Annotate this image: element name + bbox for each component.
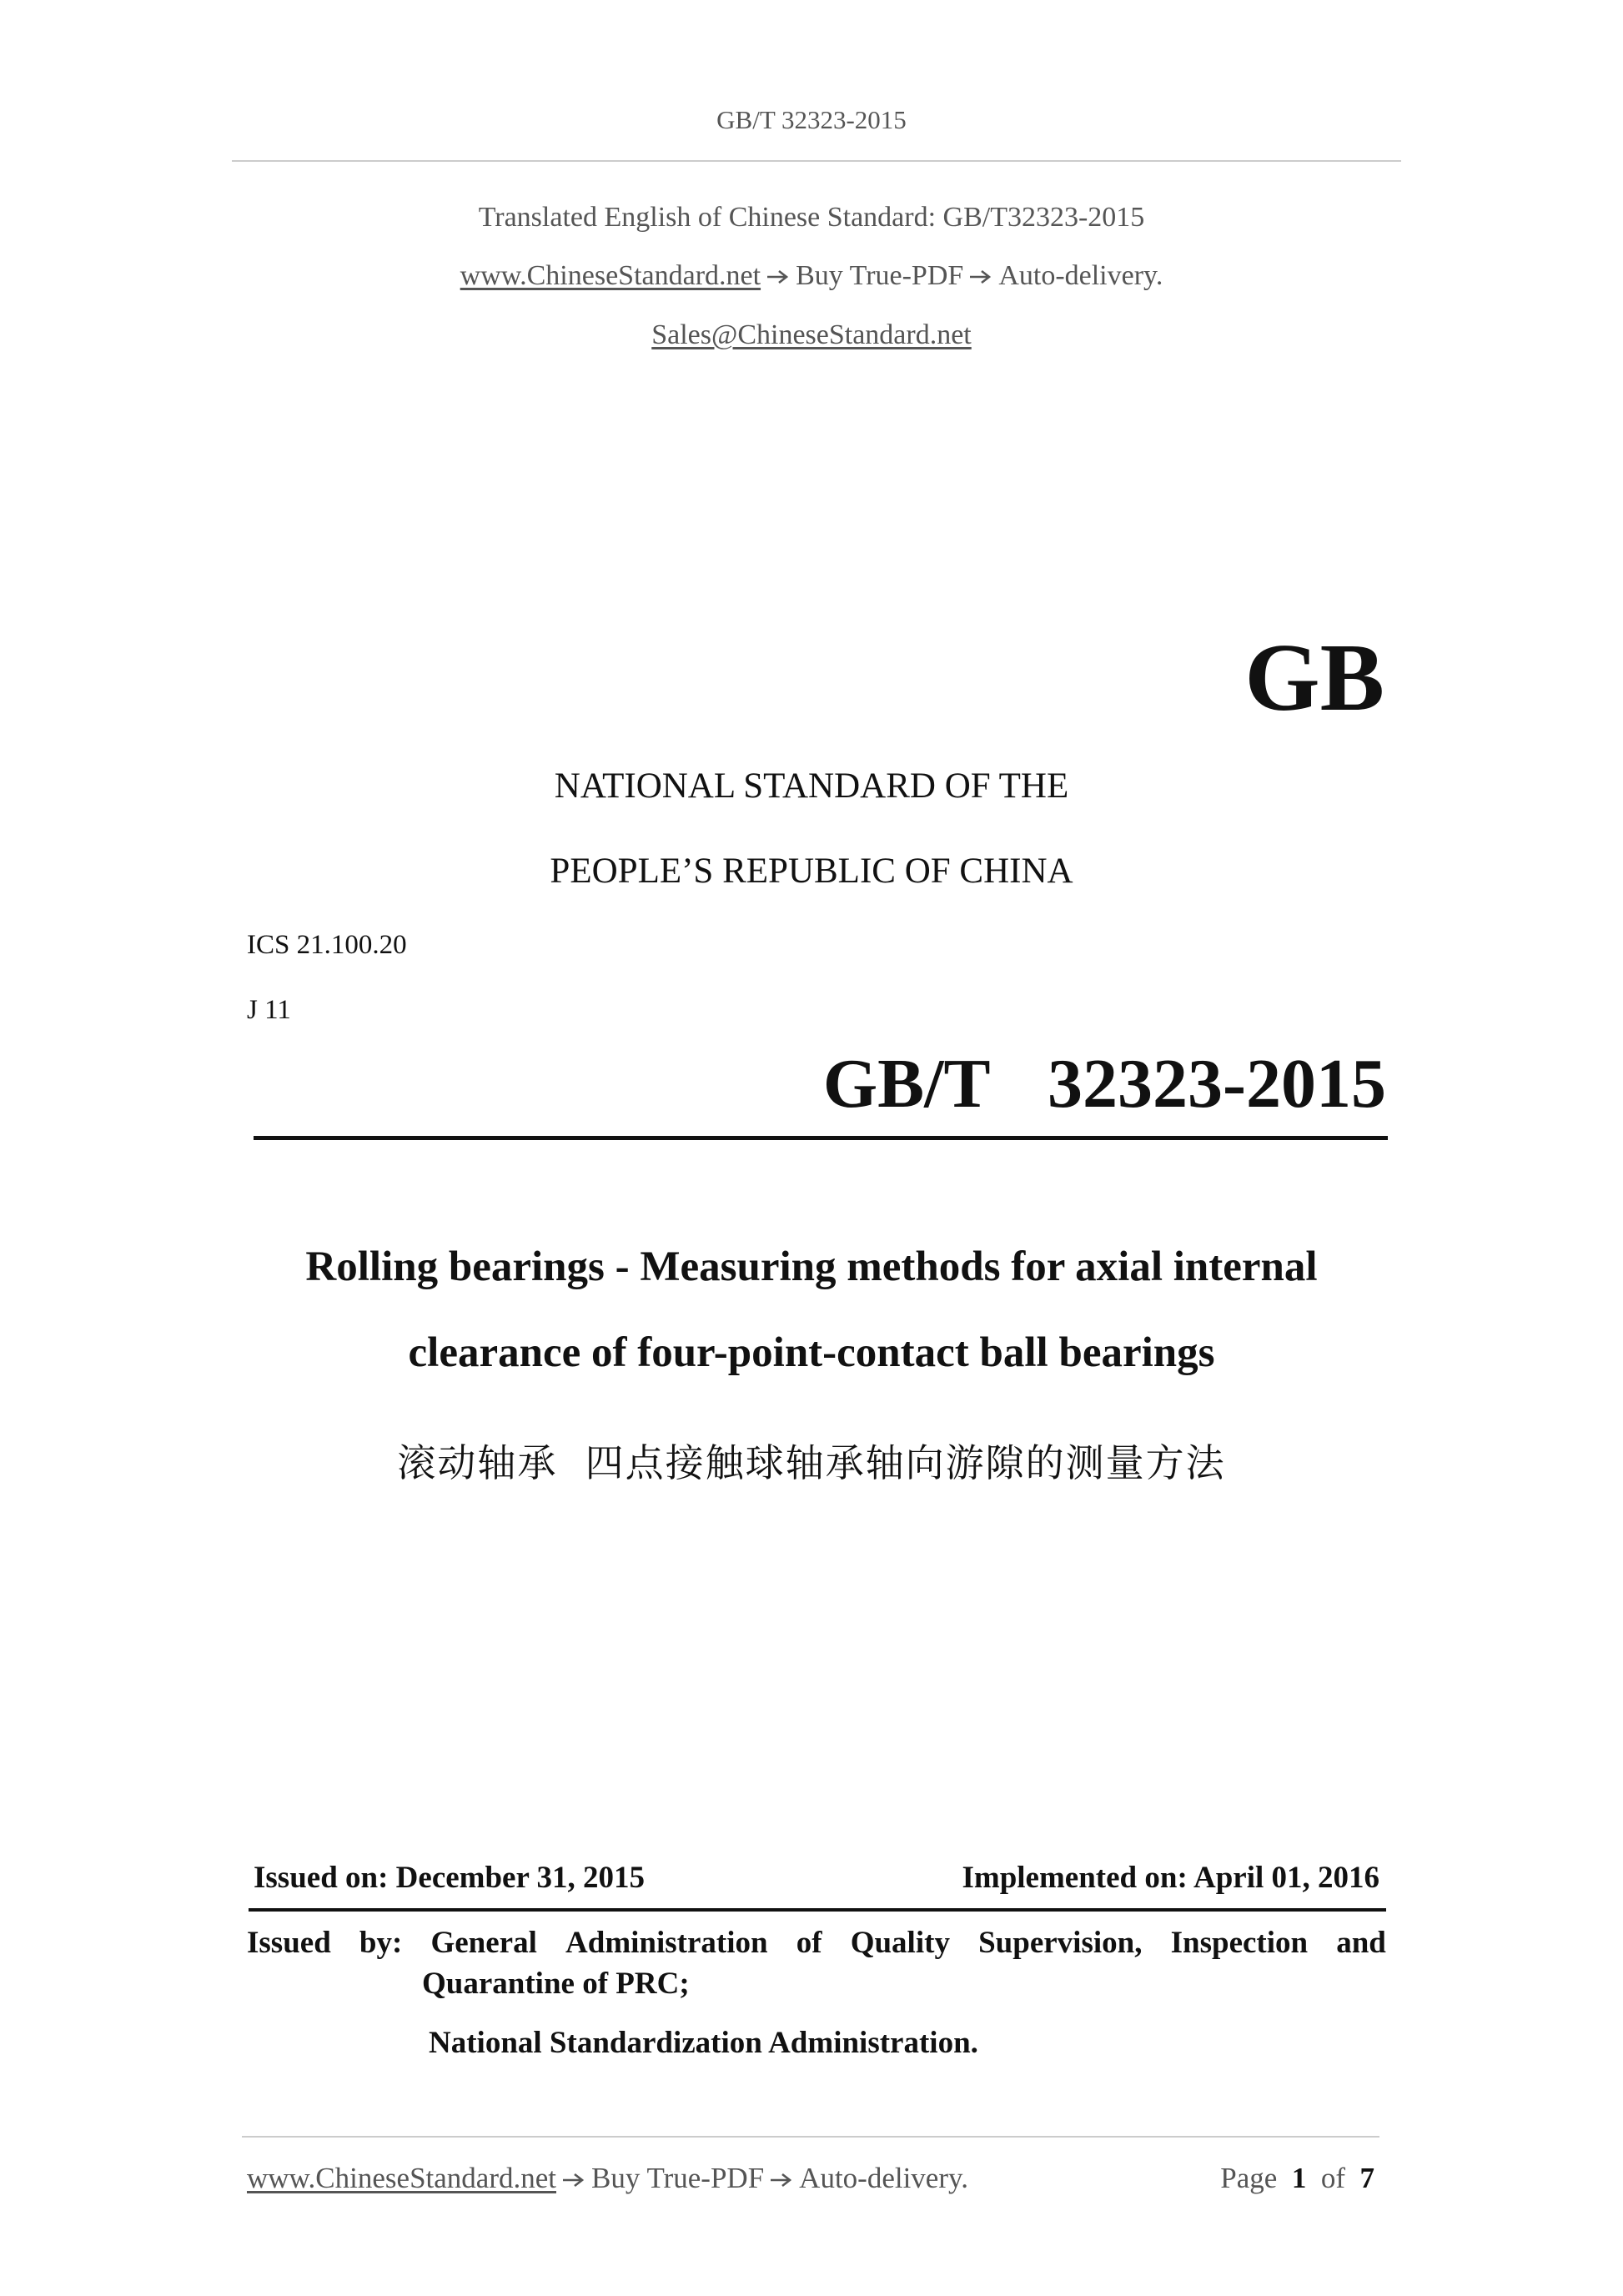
promo-email-line <box>0 319 1623 351</box>
auto-delivery-text: Auto-delivery. <box>998 260 1163 291</box>
ccs-code: J 11 <box>247 995 291 1025</box>
title-english-line2: clearance of four-point-contact ball bearings <box>408 1329 1215 1376</box>
arrow-right-icon <box>766 269 791 285</box>
standard-number: GB/T 32323-2015 <box>822 1045 1386 1123</box>
of-word: of <box>1320 2162 1345 2194</box>
title-english-line1: Rolling bearings - Measuring methods for axial internal <box>305 1243 1318 1290</box>
issued-by-word: of <box>796 1926 822 1960</box>
arrow-right-icon <box>561 2172 586 2188</box>
issued-by-line1 <box>247 1925 1386 1961</box>
issued-by-line2: Quarantine of PRC; <box>422 1967 690 2001</box>
title-chinese: 滚动轴承 四点接触球轴承轴向游隙的测量方法 <box>397 1440 1226 1485</box>
issued-by-line3: National Standardization Administration. <box>429 2026 978 2060</box>
footer-delivery-text: Auto-delivery. <box>799 2162 968 2194</box>
header-rule <box>232 160 1401 162</box>
issued-by-word: Administration <box>565 1926 768 1960</box>
promo-translation-line: Translated English of Chinese Standard: GB/T32323-2015 <box>478 202 1145 233</box>
title-rule <box>254 1136 1388 1140</box>
issued-by-word: Quality <box>850 1926 950 1960</box>
sales-email-link[interactable]: Sales@ChineseStandard.net <box>651 319 972 350</box>
page-total: 7 <box>1359 2162 1374 2194</box>
issued-by-word: Issued <box>247 1926 331 1960</box>
page-word: Page <box>1220 2162 1278 2194</box>
ics-code: ICS 21.100.20 <box>247 930 407 960</box>
issued-by-word: by: <box>359 1926 403 1960</box>
running-header: GB/T 32323-2015 <box>716 105 907 134</box>
page-current: 1 <box>1291 2162 1307 2194</box>
site-link[interactable]: www.ChineseStandard.net <box>460 260 761 291</box>
issued-by-word: and <box>1336 1926 1386 1960</box>
arrow-right-icon <box>769 2172 794 2188</box>
footer-site-link[interactable]: www.ChineseStandard.net <box>247 2162 556 2194</box>
issued-by-word: General <box>430 1926 537 1960</box>
national-standard-line1: NATIONAL STANDARD OF THE <box>554 766 1069 806</box>
implemented-on-date: Implemented on: April 01, 2016 <box>962 1861 1379 1895</box>
gb-mark: GB <box>1244 625 1384 731</box>
buy-true-pdf-text: Buy True-PDF <box>796 260 964 291</box>
footer-buy-line <box>247 2162 968 2195</box>
footer-rule <box>242 2136 1379 2138</box>
issued-on-date: Issued on: December 31, 2015 <box>254 1861 645 1895</box>
national-standard-line2: PEOPLE’S REPUBLIC OF CHINA <box>550 852 1073 891</box>
issued-by-word: Supervision, <box>978 1926 1143 1960</box>
arrow-right-icon <box>968 269 993 285</box>
promo-buy-line <box>0 260 1623 292</box>
issued-by-word: Inspection <box>1170 1926 1309 1960</box>
footer-buy-text: Buy True-PDF <box>591 2162 765 2194</box>
issue-rule <box>249 1908 1386 1912</box>
issued-by-block <box>247 1925 1386 2061</box>
page-indicator <box>1001 2162 1374 2195</box>
